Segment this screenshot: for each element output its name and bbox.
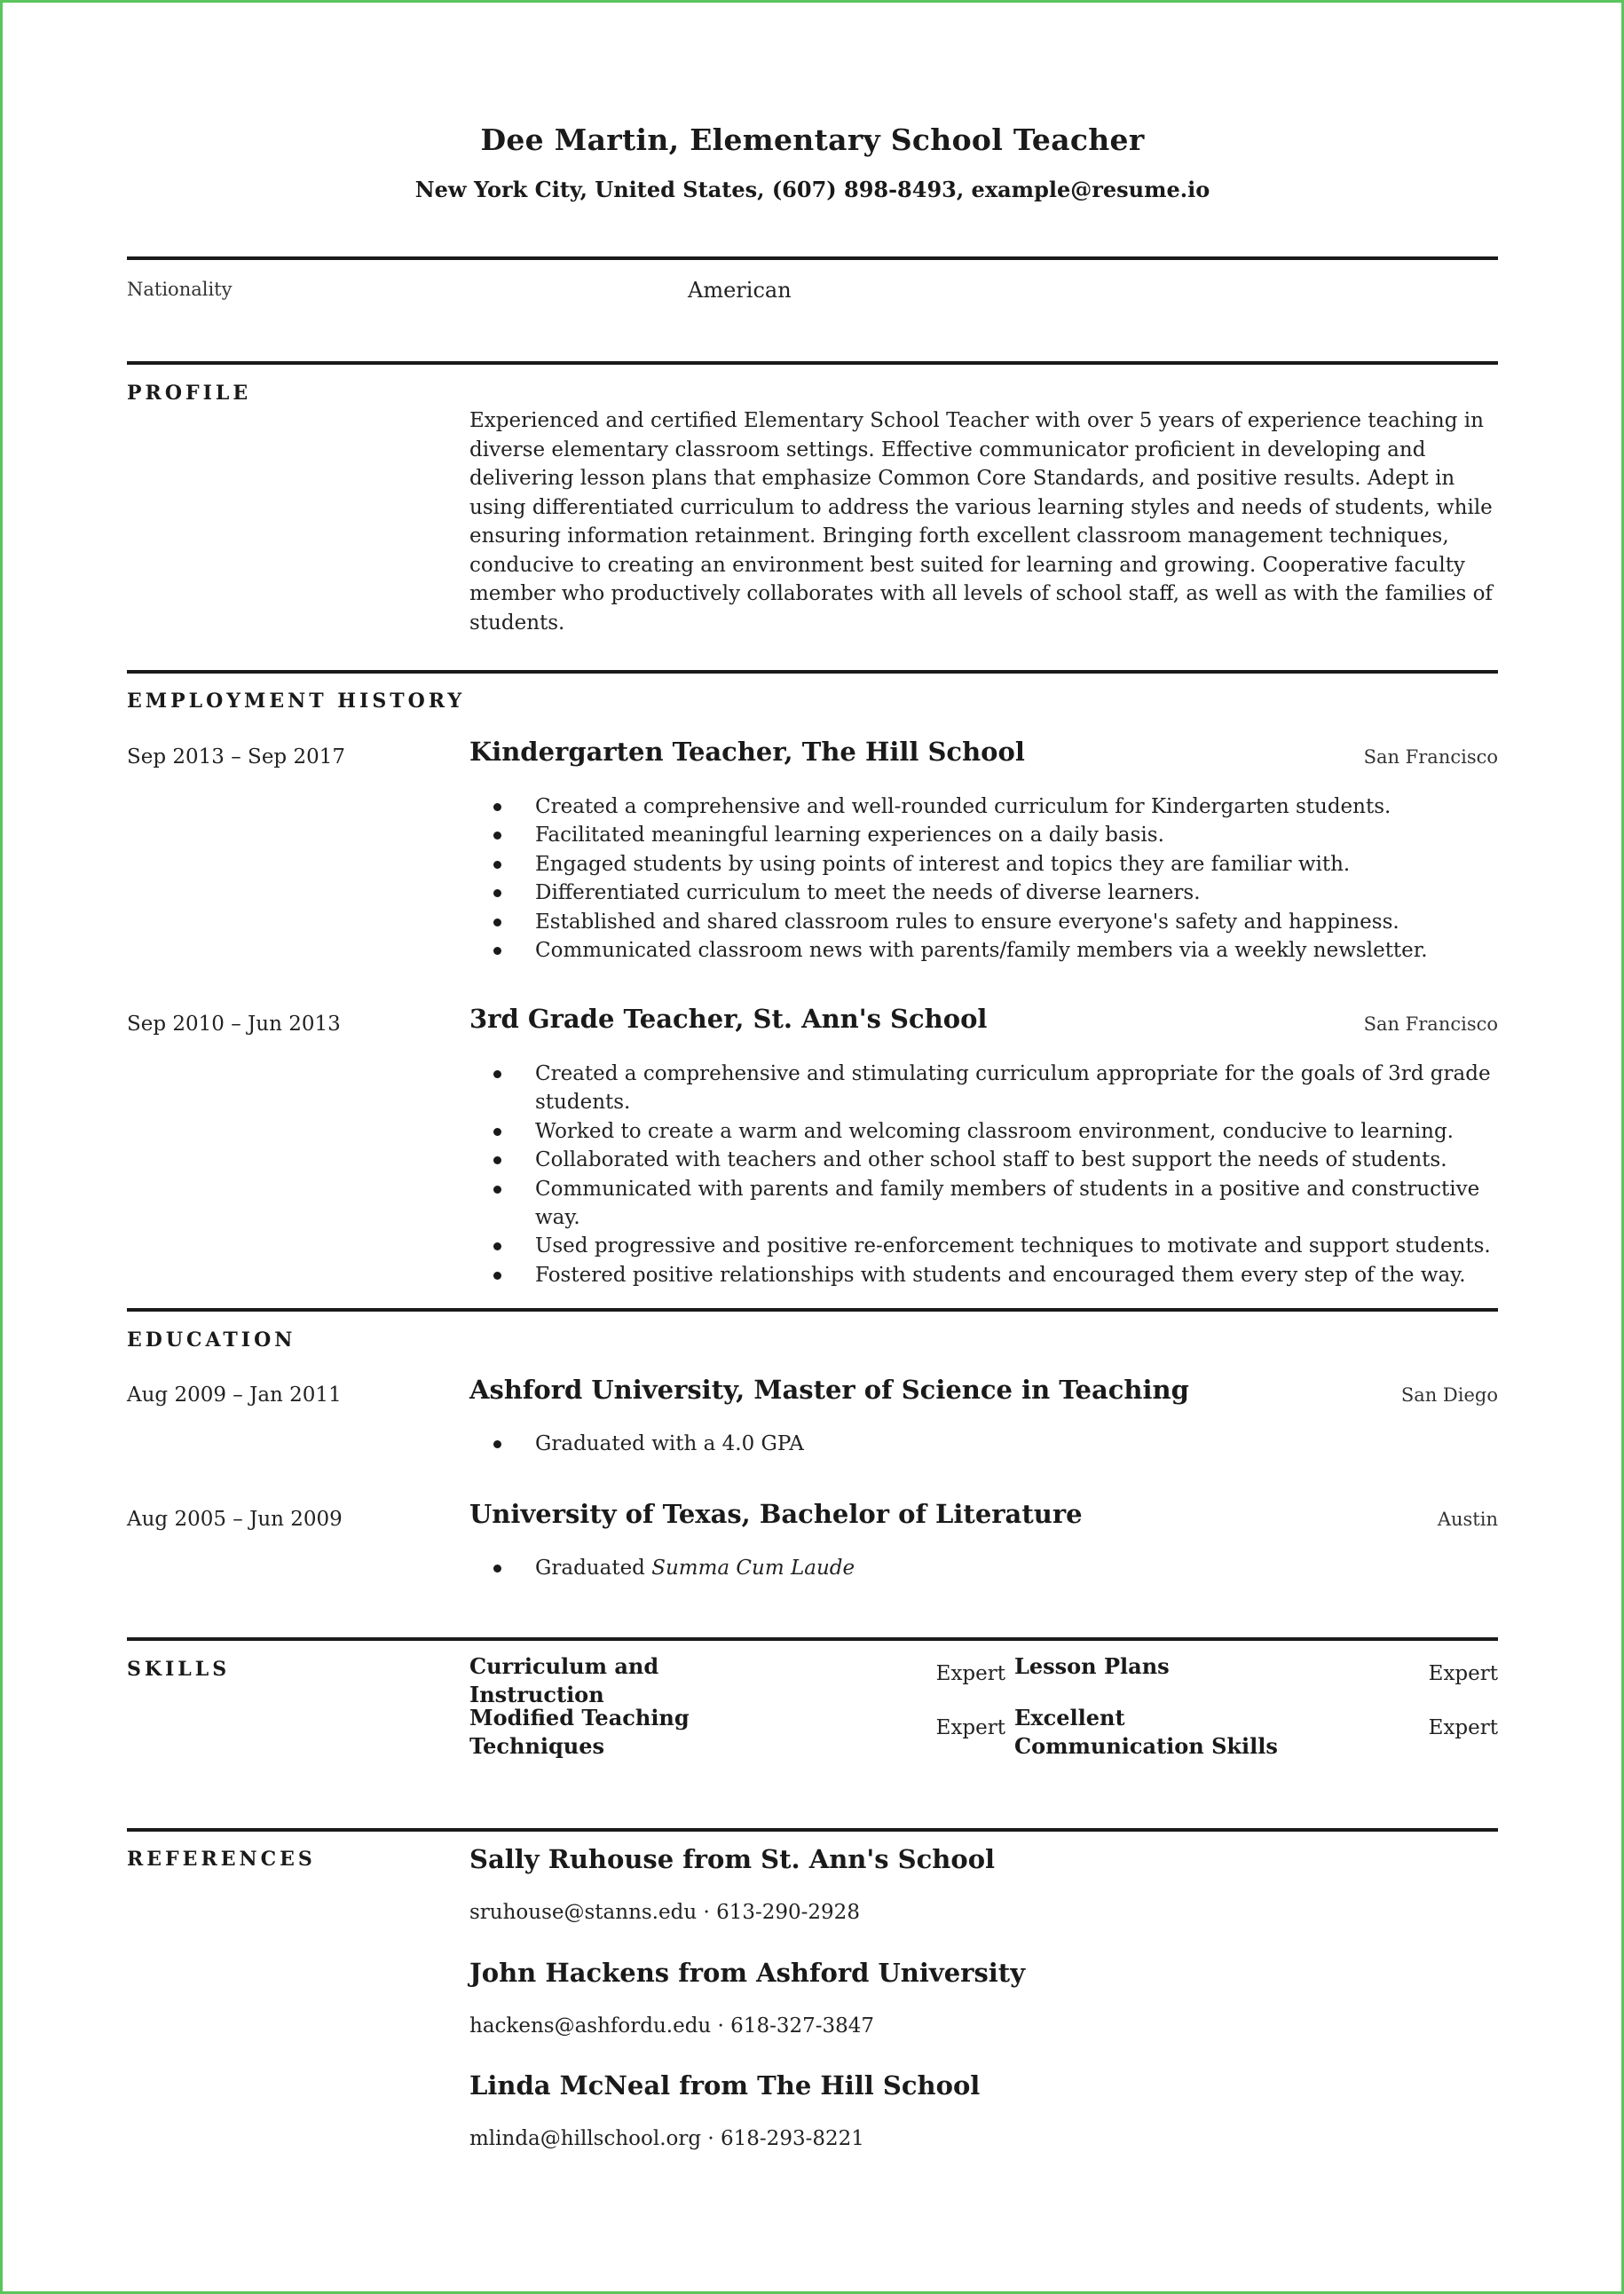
- list-item: Created a comprehensive and well-rounded curriculum for Kindergarten students.: [469, 792, 1499, 821]
- list-item: Established and shared classroom rules to ensure everyone's safety and happiness.: [469, 908, 1499, 936]
- job-title: Kindergarten Teacher, The Hill School: [469, 737, 1025, 767]
- candidate-name: Dee Martin, Elementary School Teacher: [480, 122, 1145, 157]
- divider: [127, 361, 1498, 365]
- section-title-references: REFERENCES: [127, 1848, 316, 1871]
- education-city: Austin: [1437, 1509, 1498, 1530]
- reference-name: Linda McNeal from The Hill School: [469, 2070, 981, 2101]
- section-title-skills: SKILLS: [127, 1658, 231, 1681]
- education-bullets: [469, 1554, 1499, 1582]
- job-dates: Sep 2013 – Sep 2017: [127, 745, 345, 769]
- job-dates: Sep 2010 – Jun 2013: [127, 1013, 341, 1036]
- list-item: Used progressive and positive re-enforcement techniques to motivate and support students.: [469, 1232, 1499, 1260]
- section-title-education: EDUCATION: [127, 1328, 296, 1352]
- list-item: Differentiated curriculum to meet the needs of diverse learners.: [469, 879, 1499, 907]
- reference-name: Sally Ruhouse from St. Ann's School: [469, 1844, 996, 1874]
- education-title: University of Texas, Bachelor of Literature: [469, 1499, 1083, 1529]
- divider: [127, 256, 1498, 260]
- section-title-employment: EMPLOYMENT HISTORY: [127, 690, 466, 713]
- list-item: Communicated classroom news with parents/family members via a weekly newsletter.: [469, 936, 1499, 965]
- list-item: Facilitated meaningful learning experiences on a daily basis.: [469, 821, 1499, 849]
- contact-line: New York City, United States, (607) 898-8493, example@resume.io: [414, 177, 1210, 202]
- bullet-text: Graduated: [535, 1557, 652, 1580]
- list-item: Created a comprehensive and stimulating curriculum appropriate for the goals of 3rd grade students.: [469, 1060, 1499, 1117]
- skill-level: Expert: [935, 1662, 1005, 1685]
- skill-level: Expert: [1428, 1716, 1498, 1739]
- reference-contact: sruhouse@stanns.edu · 613-290-2928: [469, 1901, 860, 1924]
- job-title: 3rd Grade Teacher, St. Ann's School: [469, 1004, 988, 1034]
- divider: [127, 1308, 1498, 1312]
- reference-contact: hackens@ashfordu.edu · 618-327-3847: [469, 2014, 875, 2038]
- divider: [127, 1828, 1498, 1832]
- list-item: Collaborated with teachers and other school staff to best support the needs of students.: [469, 1146, 1499, 1174]
- nationality-label: Nationality: [127, 279, 233, 300]
- job-city: San Francisco: [1363, 1013, 1498, 1035]
- list-item: Graduated with a 4.0 GPA: [469, 1430, 1499, 1458]
- list-item: [469, 1554, 1499, 1582]
- honors-text: Summa Cum Laude: [651, 1557, 855, 1580]
- divider: [127, 1637, 1498, 1641]
- section-title-profile: PROFILE: [127, 382, 252, 405]
- skill-name: Curriculum and Instruction: [469, 1653, 659, 1707]
- education-title: Ashford University, Master of Science in Teaching: [469, 1375, 1189, 1405]
- education-bullets: [469, 1430, 1499, 1458]
- education-dates: Aug 2005 – Jun 2009: [127, 1508, 343, 1531]
- skill-name: Excellent Communication Skills: [1014, 1705, 1278, 1759]
- list-item: Worked to create a warm and welcoming classroom environment, conducive to learning.: [469, 1117, 1499, 1146]
- skill-name: Lesson Plans: [1014, 1653, 1170, 1679]
- education-dates: Aug 2009 – Jan 2011: [127, 1383, 342, 1407]
- nationality-value: American: [688, 278, 792, 303]
- resume-header: [127, 122, 1498, 202]
- list-item: Fostered positive relationships with students and encouraged them every step of the way.: [469, 1261, 1499, 1289]
- skill-level: Expert: [935, 1716, 1005, 1739]
- reference-name: John Hackens from Ashford University: [469, 1958, 1026, 1988]
- job-bullets: [469, 792, 1499, 965]
- profile-text: Experienced and certified Elementary School Teacher with over 5 years of experience teaching in diverse elementary classroom settings. Effective communicator proficient in developing and delivering lesson plans that emphasize Common Core Standards, and positive results. Adept in using differentiated curriculum to address the various learning styles and needs of students, while ensuring information retainment. Bringing forth excellent classroom management techniques, conducive to creating an environment best suited for learning and growing. Cooperative faculty member who productively collaborates with all levels of school staff, as well as with the families of students.: [469, 409, 1493, 635]
- list-item: Engaged students by using points of interest and topics they are familiar with.: [469, 850, 1499, 879]
- job-bullets: [469, 1060, 1499, 1289]
- reference-contact: mlinda@hillschool.org · 618-293-8221: [469, 2127, 864, 2150]
- education-city: San Diego: [1400, 1384, 1498, 1406]
- job-city: San Francisco: [1363, 746, 1498, 768]
- divider: [127, 670, 1498, 674]
- skill-name: Modified Teaching Techniques: [469, 1705, 690, 1759]
- skill-level: Expert: [1428, 1662, 1498, 1685]
- list-item: Communicated with parents and family members of students in a positive and constructive way.: [469, 1175, 1499, 1233]
